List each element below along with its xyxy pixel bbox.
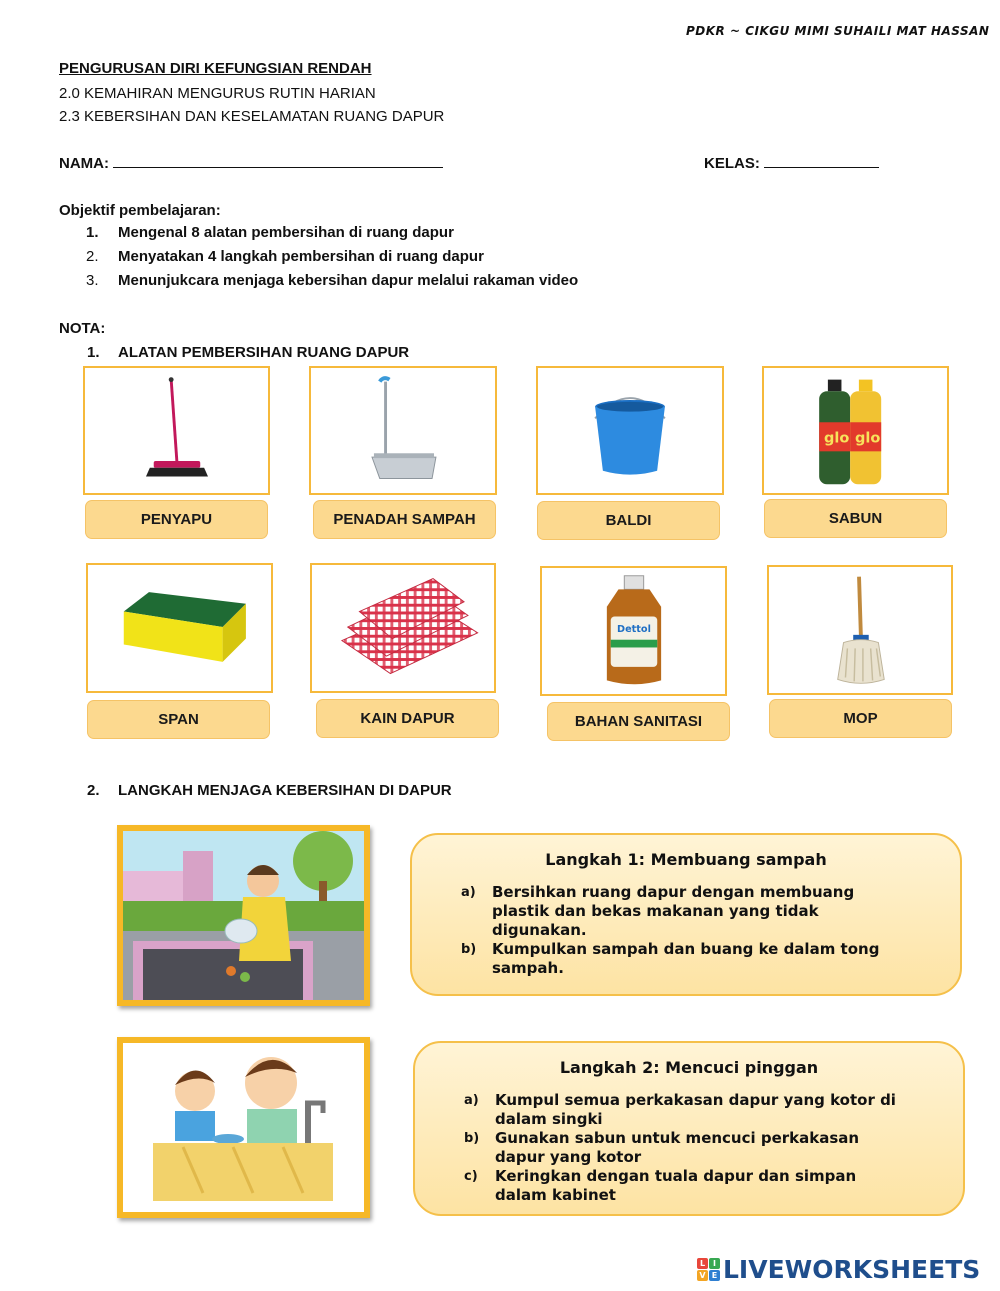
broom-icon <box>85 368 268 493</box>
topic-line: 2.0 KEMAHIRAN MENGURUS RUTIN HARIAN <box>59 85 376 102</box>
boy-throwing-trash-icon <box>123 831 364 1000</box>
objective-item: 3. Menunjukcara menjaga kebersihan dapur melalui rakaman video <box>86 272 579 289</box>
liveworksheets-wordmark: LIVEWORKSHEETS <box>723 1255 981 1284</box>
tool-label-penyapu: PENYAPU <box>85 500 268 539</box>
kids-washing-dishes-icon <box>123 1043 364 1212</box>
dish-soap-icon <box>764 368 947 493</box>
step-2-item: c) Keringkan dengan tuala dapur dan simpan dalam kabinet <box>464 1167 857 1204</box>
name-label: NAMA: <box>59 155 109 172</box>
step-2-item: a) Kumpul semua perkakasan dapur yang kotor di dalam singki <box>464 1091 896 1128</box>
dustpan-image <box>309 366 497 495</box>
step-1-list <box>461 883 901 978</box>
logo-letter: I <box>709 1258 720 1269</box>
class-field <box>704 155 879 172</box>
sponge-image <box>86 563 273 693</box>
logo-letter: E <box>709 1270 720 1281</box>
kitchen-cloth-image <box>310 563 496 693</box>
sponge-icon <box>88 565 271 691</box>
objectives-heading: Objektif pembelajaran: <box>59 202 221 219</box>
throwing-trash-illustration <box>117 825 370 1006</box>
step-1-title: Langkah 1: Membuang sampah <box>545 850 827 869</box>
mop-icon <box>769 567 951 693</box>
step-2-item: b) Gunakan sabun untuk mencuci perkakasan dapur yang kotor <box>464 1129 860 1166</box>
step-1-item: a) Bersihkan ruang dapur dengan membuang plastik dan bekas makanan yang tidak digunakan. <box>461 883 855 939</box>
bucket-icon <box>538 368 722 493</box>
author-credit: PDKR ~ CIKGU MIMI SUHAILI MAT HASSAN <box>686 24 990 38</box>
objective-item: 1. Mengenal 8 alatan pembersihan di ruang dapur <box>86 224 454 241</box>
washing-dishes-illustration <box>117 1037 370 1218</box>
bucket-image <box>536 366 724 495</box>
step-2-list <box>464 1091 904 1205</box>
dustpan-icon <box>311 368 495 493</box>
tool-label-bahan-sanitasi: BAHAN SANITASI <box>547 702 730 741</box>
step-2-card <box>413 1041 965 1216</box>
soap-image <box>762 366 949 495</box>
tool-label-sabun: SABUN <box>764 499 947 538</box>
step-2-title: Langkah 2: Mencuci pinggan <box>559 1058 819 1077</box>
sanitizer-image <box>540 566 727 696</box>
tool-label-mop: MOP <box>769 699 952 738</box>
notes-heading: NOTA: <box>59 320 106 337</box>
tool-label-penadah-sampah: PENADAH SAMPAH <box>313 500 496 539</box>
logo-letter: L <box>697 1258 708 1269</box>
soap-brand-text: glo <box>824 430 850 447</box>
liveworksheets-logo[interactable] <box>697 1255 980 1284</box>
page-title: PENGURUSAN DIRI KEFUNGSIAN RENDAH <box>59 60 372 77</box>
class-label: KELAS: <box>704 155 760 172</box>
section-2-heading: 2. LANGKAH MENJAGA KEBERSIHAN DI DAPUR <box>87 782 452 799</box>
subtopic-line: 2.3 KEBERSIHAN DAN KESELAMATAN RUANG DAPUR <box>59 108 445 125</box>
liveworksheets-mark-icon <box>697 1258 720 1281</box>
soap-brand-text: glo <box>855 430 881 447</box>
tool-label-span: SPAN <box>87 700 270 739</box>
name-input-line[interactable] <box>113 155 443 168</box>
step-1-card <box>410 833 962 996</box>
name-field <box>59 155 443 172</box>
kitchen-cloth-icon <box>312 565 494 691</box>
tool-label-baldi: BALDI <box>537 501 720 540</box>
sanitizer-bottle-icon <box>542 568 725 694</box>
broom-image <box>83 366 270 495</box>
objectives-list <box>86 224 578 296</box>
objective-item: 2. Menyatakan 4 langkah pembersihan di ruang dapur <box>86 248 484 265</box>
class-input-line[interactable] <box>764 155 879 168</box>
step-1-item: b) Kumpulkan sampah dan buang ke dalam tong sampah. <box>461 940 880 977</box>
section-1-heading: 1. ALATAN PEMBERSIHAN RUANG DAPUR <box>87 344 410 361</box>
sanitizer-brand-text: Dettol <box>617 623 651 635</box>
mop-image <box>767 565 953 695</box>
tool-label-kain-dapur: KAIN DAPUR <box>316 699 499 738</box>
logo-letter: V <box>697 1270 708 1281</box>
